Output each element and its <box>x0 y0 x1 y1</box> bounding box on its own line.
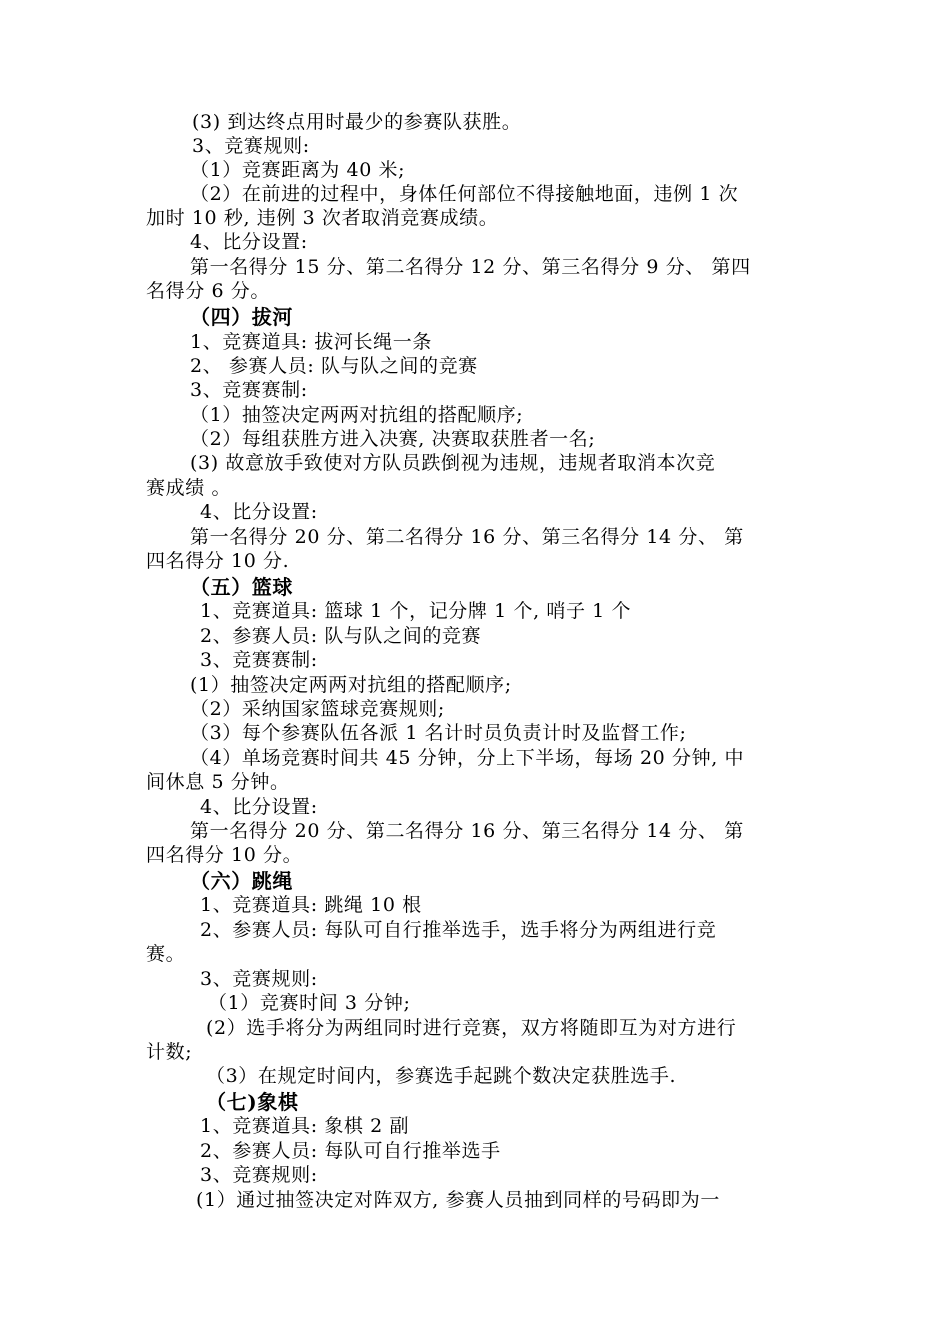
section-heading: （六）跳绳 <box>190 869 293 893</box>
text-line: （2）每组获胜方进入决赛, 决赛取获胜者一名; <box>190 428 596 450</box>
text-line: 3、竞赛赛制: <box>190 379 308 401</box>
text-line: （4）单场竞赛时间共 45 分钟，分上下半场，每场 20 分钟, 中 <box>190 747 745 769</box>
text-line: （1）竞赛距离为 40 米; <box>190 159 406 181</box>
text-line: (3) 故意放手致使对方队员跌倒视为违规，违规者取消本次竞 <box>190 452 716 474</box>
text-line: 加时 10 秒, 违例 3 次者取消竞赛成绩。 <box>146 207 499 229</box>
text-line: 1、竞赛道具: 拔河长绳一条 <box>190 331 432 353</box>
section-heading: （五）篮球 <box>190 575 293 599</box>
text-line: (1）抽签决定两两对抗组的搭配顺序; <box>190 674 512 696</box>
text-line: (2）选手将分为两组同时进行竞赛，双方将随即互为对方进行 <box>206 1017 737 1039</box>
text-line: 3、竞赛规则: <box>200 968 318 990</box>
text-line: (3) 到达终点用时最少的参赛队获胜。 <box>192 111 522 133</box>
text-line: 1、竞赛道具: 象棋 2 副 <box>200 1115 410 1137</box>
section-heading: （七)象棋 <box>206 1090 299 1114</box>
text-line: 1、竞赛道具: 跳绳 10 根 <box>200 894 422 916</box>
text-line: 2、参赛人员: 每队可自行推举选手 <box>200 1140 501 1162</box>
text-line: 名得分 6 分。 <box>146 280 270 302</box>
text-line: 2、参赛人员: 队与队之间的竞赛 <box>200 625 482 647</box>
text-line: 赛成绩 。 <box>146 477 232 499</box>
text-line: 四名得分 10 分. <box>146 550 290 572</box>
text-line: 3、竞赛规则: <box>200 1164 318 1186</box>
text-line: （2）在前进的过程中，身体任何部位不得接触地面，违例 1 次 <box>190 183 739 205</box>
text-line: 4、比分设置: <box>200 501 318 523</box>
text-line: 2、参赛人员: 每队可自行推举选手，选手将分为两组进行竞 <box>200 919 717 941</box>
text-line: 四名得分 10 分。 <box>146 844 303 866</box>
text-line: 第一名得分 20 分、第二名得分 16 分、第三名得分 14 分、 第 <box>190 820 744 842</box>
text-line: 4、比分设置: <box>190 231 308 253</box>
text-line: （3）每个参赛队伍各派 1 名计时员负责计时及监督工作; <box>190 722 687 744</box>
text-line: 赛。 <box>146 943 186 965</box>
text-line: 第一名得分 15 分、第二名得分 12 分、第三名得分 9 分、 第四 <box>190 256 751 278</box>
text-line: （1）抽签决定两两对抗组的搭配顺序; <box>190 404 524 426</box>
text-line: (1）通过抽签决定对阵双方, 参赛人员抽到同样的号码即为一 <box>196 1189 720 1211</box>
text-line: 计数; <box>146 1041 193 1063</box>
text-line: 4、比分设置: <box>200 796 318 818</box>
text-line: 3、竞赛规则: <box>192 135 310 157</box>
text-line: （1）竞赛时间 3 分钟; <box>208 992 411 1014</box>
text-line: 2、 参赛人员: 队与队之间的竞赛 <box>190 355 478 377</box>
section-heading: （四）拔河 <box>190 305 293 329</box>
text-line: 间休息 5 分钟。 <box>146 771 290 793</box>
text-line: （2）采纳国家篮球竞赛规则; <box>190 698 445 720</box>
text-line: 1、竞赛道具: 篮球 1 个，记分牌 1 个, 哨子 1 个 <box>200 600 632 622</box>
text-line: （3）在规定时间内，参赛选手起跳个数决定获胜选手. <box>206 1065 677 1087</box>
text-line: 3、竞赛赛制: <box>200 649 318 671</box>
text-line: 第一名得分 20 分、第二名得分 16 分、第三名得分 14 分、 第 <box>190 526 744 548</box>
